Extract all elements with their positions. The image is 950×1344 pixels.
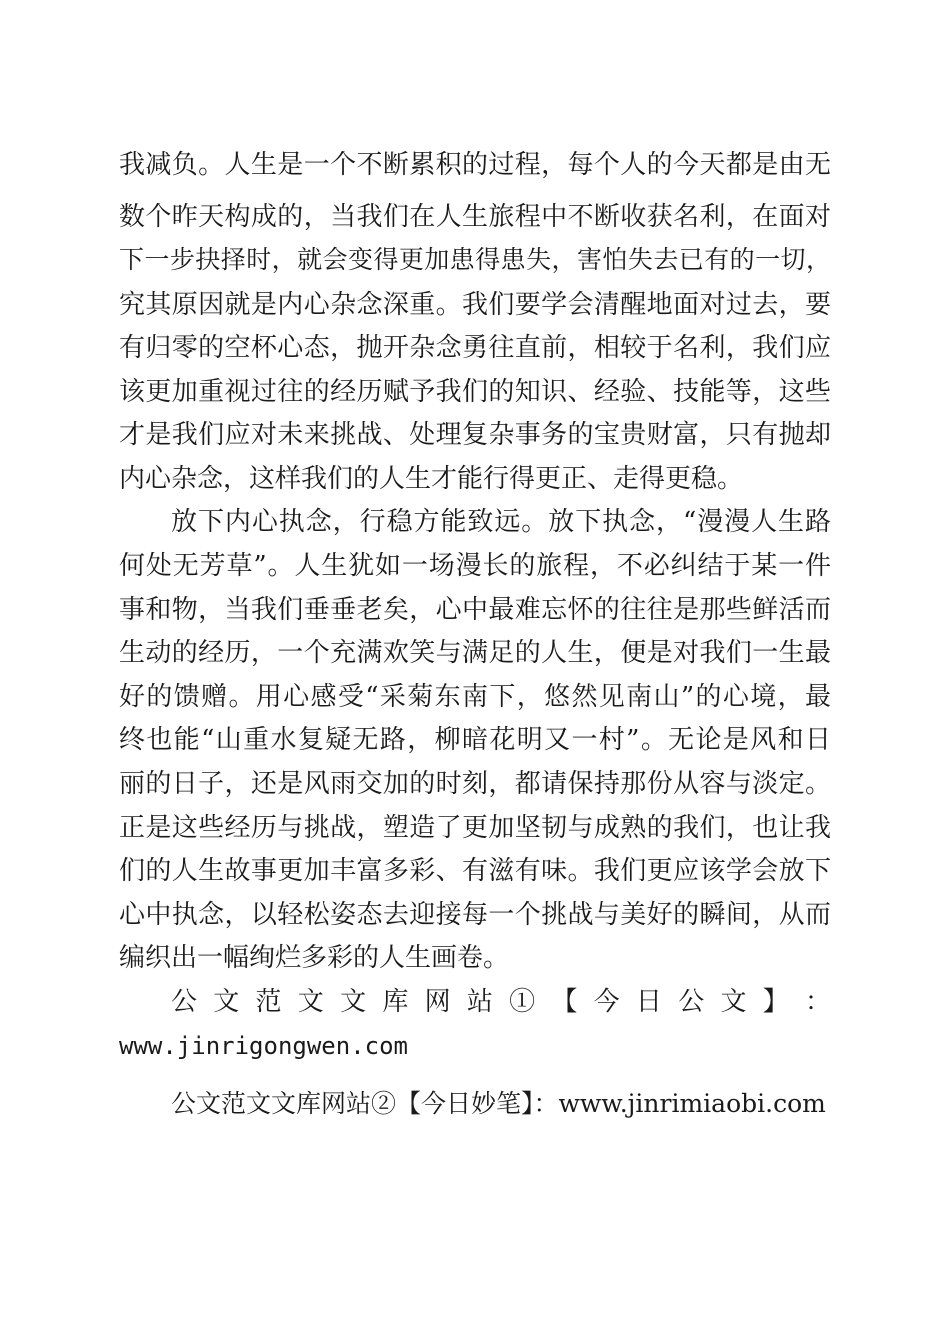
paragraph-1-line-3: 下一步抉择时，就会变得更加患得患失，害怕失去已有的一切，	[119, 245, 831, 274]
paragraph-2-line-5: 好的馈赠。用心感受“采菊东南下，悠然见南山”的心境，最	[119, 682, 831, 712]
paragraph-2-line-9: 们的人生故事更加丰富多彩、有滋有味。我们更应该学会放下	[119, 856, 831, 886]
paragraph-2-line-6: 终也能“山重水复疑无路，柳暗花明又一村”。无论是风和日	[119, 725, 831, 755]
paragraph-2-line-10: 心中执念，以轻松姿态去迎接每一个挑战与美好的瞬间，从而	[119, 900, 831, 930]
footer-site2-line[interactable]: 公文范文文库网站②【今日妙笔】：www.jinrimiaobi.com	[171, 1089, 826, 1118]
paragraph-2-line-11: 编织出一幅绚烂多彩的人生画卷。	[119, 943, 510, 973]
paragraph-1-line-1: 我减负。人生是一个不断累积的过程，每个人的今天都是由无	[119, 150, 831, 180]
footer-site1-label: 公 文 范 文 文 库 网 站 ① 【 今 日 公 文 】 ：	[171, 987, 831, 1017]
paragraph-1-line-7: 才是我们应对未来挑战、处理复杂事务的宝贵财富，只有抛却	[119, 420, 831, 450]
paragraph-1-line-4: 究其原因就是内心杂念深重。我们要学会清醒地面对过去，要	[119, 290, 831, 320]
paragraph-2-line-2: 何处无芳草”。人生犹如一场漫长的旅程，不必纠结于某一件	[119, 551, 831, 581]
paragraph-1-line-8: 内心杂念，这样我们的人生才能行得更正、走得更稳。	[119, 464, 744, 494]
paragraph-1-line-2: 数个昨天构成的，当我们在人生旅程中不断收获名利，在面对	[119, 202, 831, 232]
paragraph-2-line-1: 放下内心执念，行稳方能致远。放下执念，“漫漫人生路	[171, 507, 831, 537]
paragraph-1-line-6: 该更加重视过往的经历赋予我们的知识、经验、技能等，这些	[119, 377, 831, 407]
paragraph-2-line-3: 事和物，当我们垂垂老矣，心中最难忘怀的往往是那些鲜活而	[119, 595, 831, 625]
paragraph-2-line-7: 丽的日子，还是风雨交加的时刻，都请保持那份从容与淡定。	[119, 769, 831, 799]
footer-site1-url[interactable]: www.jinrigongwen.com	[119, 1032, 408, 1060]
paragraph-2-line-4: 生动的经历，一个充满欢笑与满足的人生，便是对我们一生最	[119, 638, 831, 668]
paragraph-2-line-8: 正是这些经历与挑战，塑造了更加坚韧与成熟的我们，也让我	[119, 813, 831, 843]
paragraph-1-line-5: 有归零的空杯心态，抛开杂念勇往直前，相较于名利，我们应	[119, 333, 831, 363]
